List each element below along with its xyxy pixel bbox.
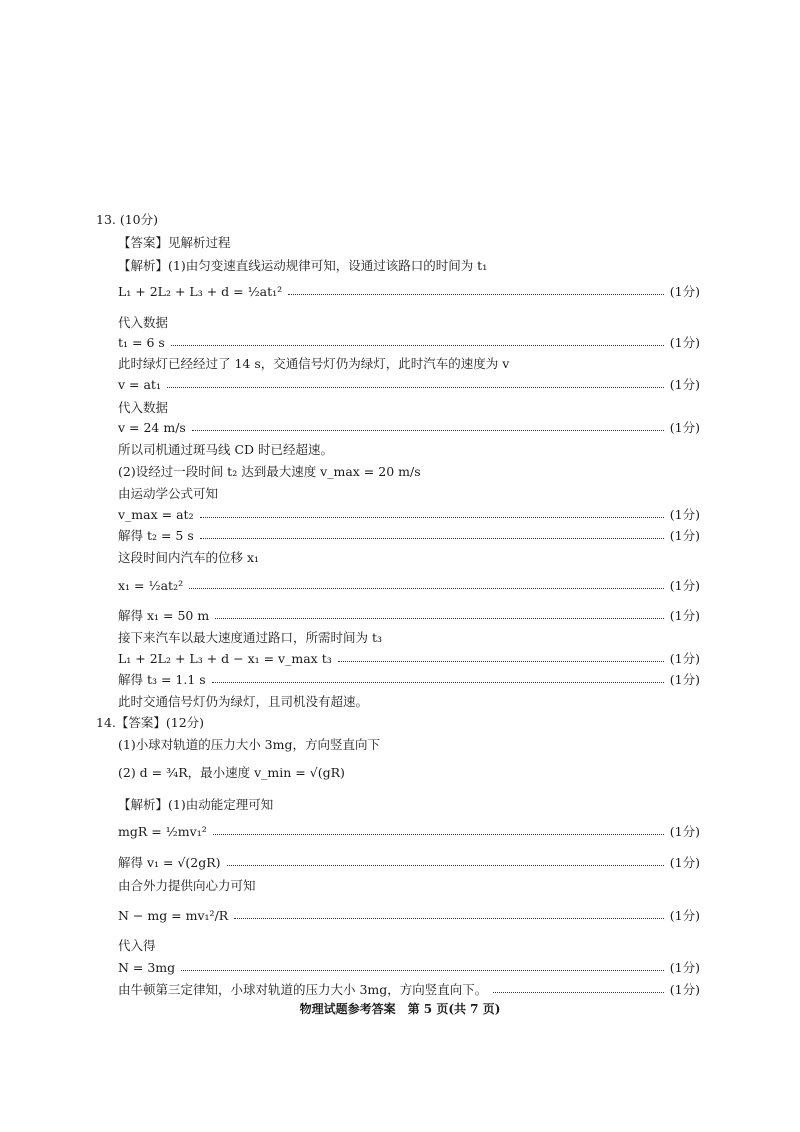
q14-text-2: 代入得 bbox=[118, 938, 156, 953]
leader-dots bbox=[189, 588, 664, 589]
q13-eq10: 解得 t₃ = 1.1 s bbox=[118, 672, 206, 687]
leader-dots bbox=[227, 865, 664, 866]
score: (1分) bbox=[669, 855, 700, 870]
q13-text-1: 代入数据 bbox=[118, 315, 169, 330]
score: (1分) bbox=[669, 528, 700, 543]
leader-dots bbox=[167, 387, 664, 388]
leader-dots bbox=[181, 970, 664, 971]
q13-eq7-row bbox=[118, 576, 700, 596]
q14-eq3: N − mg = mv₁²/R bbox=[118, 908, 229, 923]
q13-eq2: t₁ = 6 s bbox=[118, 335, 165, 350]
q14-eq1: mgR = ½mv₁² bbox=[118, 824, 207, 839]
q13-eq3-row bbox=[118, 375, 700, 395]
score: (1分) bbox=[669, 824, 700, 839]
score: (1分) bbox=[669, 651, 700, 666]
q13-answer: 【答案】见解析过程 bbox=[118, 235, 231, 250]
q13-eq5-row bbox=[118, 505, 700, 525]
q14-answer-2: (2) d = ¾R，最小速度 v_min = √(gR) bbox=[118, 765, 345, 780]
score: (1分) bbox=[669, 420, 700, 435]
q13-eq6-row bbox=[118, 526, 700, 546]
score: (1分) bbox=[669, 608, 700, 623]
leader-dots bbox=[338, 661, 664, 662]
score: (1分) bbox=[669, 672, 700, 687]
q13-text-8: 接下来汽车以最大速度通过路口，所需时间为 t₃ bbox=[118, 630, 383, 645]
leader-dots bbox=[213, 834, 664, 835]
q13-eq2-row bbox=[118, 333, 700, 353]
q14-eq2: 解得 v₁ = √(2gR) bbox=[118, 855, 221, 870]
leader-dots bbox=[288, 294, 664, 295]
q13-eq3: v = at₁ bbox=[118, 377, 161, 392]
page-footer: 物理试题参考答案 第 5 页(共 7 页) bbox=[299, 1002, 501, 1016]
q13-eq4-row bbox=[118, 418, 700, 438]
q13-text-4: 所以司机通过斑马线 CD 时已经超速。 bbox=[118, 442, 334, 457]
q14-header: 14.【答案】(12分) bbox=[96, 715, 205, 730]
score: (1分) bbox=[669, 335, 700, 350]
q13-text-2: 此时绿灯已经经过了 14 s，交通信号灯仍为绿灯，此时汽车的速度为 v bbox=[118, 356, 510, 371]
q14-eq1-row bbox=[118, 822, 700, 842]
score: (1分) bbox=[669, 982, 700, 997]
q13-eq8-row bbox=[118, 606, 700, 626]
score: (1分) bbox=[669, 377, 700, 392]
q13-eq1-row bbox=[118, 282, 700, 302]
q13-eq9-row bbox=[118, 649, 700, 669]
q14-eq3-row bbox=[118, 906, 700, 926]
q13-eq10-row bbox=[118, 670, 700, 690]
q14-eq4-row bbox=[118, 958, 700, 978]
q13-eq6: 解得 t₂ = 5 s bbox=[118, 528, 194, 543]
q13-eq7: x₁ = ½at₂² bbox=[118, 578, 184, 593]
q14-text-1: 由合外力提供向心力可知 bbox=[118, 878, 256, 893]
q13-eq4: v = 24 m/s bbox=[118, 420, 186, 435]
q13-eq1: L₁ + 2L₂ + L₃ + d = ½at₁² bbox=[118, 284, 283, 299]
leader-dots bbox=[171, 345, 664, 346]
q14-eq5-row bbox=[118, 980, 700, 1000]
q14-eq5: 由牛顿第三定律知，小球对轨道的压力大小 3mg，方向竖直向下。 bbox=[118, 982, 488, 997]
q14-analysis-intro: 【解析】(1)由动能定理可知 bbox=[118, 797, 274, 812]
score: (1分) bbox=[669, 507, 700, 522]
q14-eq2-row bbox=[118, 853, 700, 873]
leader-dots bbox=[493, 992, 663, 993]
leader-dots bbox=[215, 618, 664, 619]
q13-text-3: 代入数据 bbox=[118, 400, 169, 415]
score: (1分) bbox=[669, 284, 700, 299]
q14-eq4: N = 3mg bbox=[118, 960, 176, 975]
score: (1分) bbox=[669, 578, 700, 593]
leader-dots bbox=[200, 517, 664, 518]
q13-eq5: v_max = at₂ bbox=[118, 507, 194, 522]
leader-dots bbox=[212, 682, 664, 683]
leader-dots bbox=[234, 918, 664, 919]
score: (1分) bbox=[669, 908, 700, 923]
q13-text-9: 此时交通信号灯仍为绿灯，且司机没有超速。 bbox=[118, 694, 369, 709]
q13-text-7: 这段时间内汽车的位移 x₁ bbox=[118, 550, 260, 565]
q13-eq9: L₁ + 2L₂ + L₃ + d − x₁ = v_max t₃ bbox=[118, 651, 332, 666]
q13-header: 13. (10分) bbox=[96, 212, 159, 227]
score: (1分) bbox=[669, 960, 700, 975]
leader-dots bbox=[192, 430, 664, 431]
q13-analysis-intro: 【解析】(1)由匀变速直线运动规律可知，设通过该路口的时间为 t₁ bbox=[118, 258, 488, 273]
q13-eq8: 解得 x₁ = 50 m bbox=[118, 608, 210, 623]
q13-text-5: (2)设经过一段时间 t₂ 达到最大速度 v_max = 20 m/s bbox=[118, 464, 421, 479]
q14-answer-1: (1)小球对轨道的压力大小 3mg，方向竖直向下 bbox=[118, 737, 380, 752]
leader-dots bbox=[200, 538, 664, 539]
q13-text-6: 由运动学公式可知 bbox=[118, 486, 219, 501]
